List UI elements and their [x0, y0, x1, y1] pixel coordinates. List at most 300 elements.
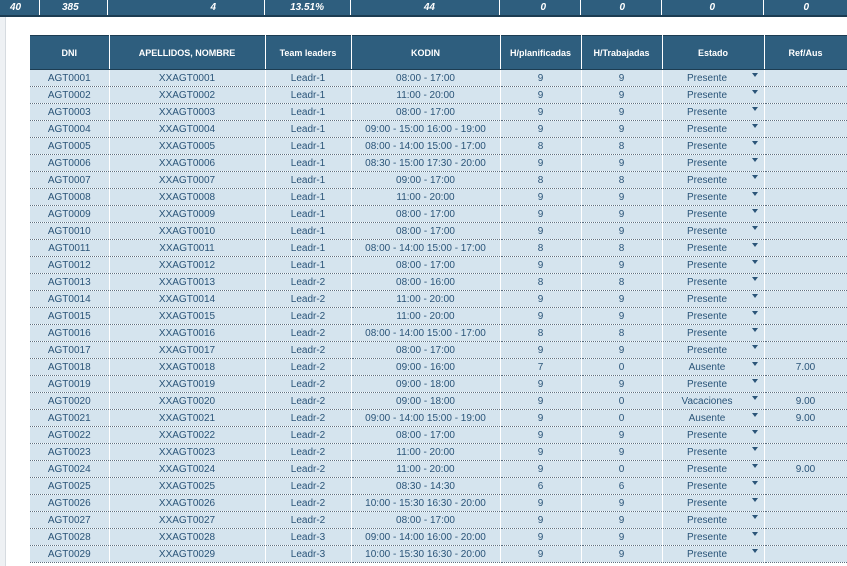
h-trabajadas-cell[interactable]: 9	[581, 223, 662, 240]
team-leader-cell[interactable]: Leadr-1	[265, 87, 351, 104]
team-leader-cell[interactable]: Leadr-2	[265, 478, 351, 495]
h-trabajadas-cell[interactable]: 9	[581, 512, 662, 529]
dni-cell[interactable]: AGT0005	[30, 138, 109, 155]
h-trabajadas-cell[interactable]: 8	[581, 172, 662, 189]
chevron-down-icon[interactable]	[752, 464, 758, 468]
h-planificadas-cell[interactable]: 9	[500, 393, 581, 410]
nombre-cell[interactable]: XXAGT0028	[109, 529, 265, 546]
chevron-down-icon[interactable]	[752, 549, 758, 553]
estado-dropdown[interactable]	[662, 410, 764, 427]
nombre-cell[interactable]: XXAGT0029	[109, 546, 265, 563]
h-trabajadas-cell[interactable]: 9	[581, 546, 662, 563]
team-leader-cell[interactable]: Leadr-1	[265, 189, 351, 206]
nombre-cell[interactable]: XXAGT0001	[109, 70, 265, 87]
h-trabajadas-cell[interactable]: 0	[581, 461, 662, 478]
ref-aus-cell[interactable]	[764, 546, 847, 563]
nombre-cell[interactable]: XXAGT0011	[109, 240, 265, 257]
h-trabajadas-cell[interactable]: 9	[581, 529, 662, 546]
team-leader-cell[interactable]: Leadr-1	[265, 257, 351, 274]
h-planificadas-cell[interactable]: 9	[500, 121, 581, 138]
dni-cell[interactable]: AGT0017	[30, 342, 109, 359]
team-leader-cell[interactable]: Leadr-1	[265, 240, 351, 257]
h-trabajadas-cell[interactable]: 9	[581, 257, 662, 274]
estado-dropdown[interactable]	[662, 274, 764, 291]
chevron-down-icon[interactable]	[752, 90, 758, 94]
estado-dropdown[interactable]	[662, 529, 764, 546]
h-trabajadas-cell[interactable]: 9	[581, 376, 662, 393]
nombre-cell[interactable]: XXAGT0020	[109, 393, 265, 410]
h-planificadas-cell[interactable]: 9	[500, 257, 581, 274]
column-header-kodin[interactable]: KODIN	[351, 36, 500, 70]
table-row	[30, 376, 847, 393]
ref-aus-cell[interactable]: 7.00	[764, 359, 847, 376]
kodin-cell[interactable]: 11:00 - 20:00	[351, 461, 500, 478]
ref-aus-cell[interactable]	[764, 376, 847, 393]
h-planificadas-cell[interactable]: 8	[500, 325, 581, 342]
ref-aus-cell[interactable]	[764, 444, 847, 461]
chevron-down-icon[interactable]	[752, 379, 758, 383]
estado-value: Presente	[686, 446, 728, 458]
h-planificadas-cell[interactable]: 9	[500, 461, 581, 478]
estado-value: Presente	[686, 480, 728, 492]
kodin-cell[interactable]: 11:00 - 20:00	[351, 189, 500, 206]
team-leader-cell[interactable]: Leadr-2	[265, 495, 351, 512]
nombre-cell[interactable]: XXAGT0021	[109, 410, 265, 427]
dni-cell[interactable]: AGT0027	[30, 512, 109, 529]
h-trabajadas-cell[interactable]: 9	[581, 155, 662, 172]
dni-cell[interactable]: AGT0007	[30, 172, 109, 189]
team-leader-cell[interactable]: Leadr-1	[265, 104, 351, 121]
kodin-cell[interactable]: 08:00 - 17:00	[351, 223, 500, 240]
table-row	[30, 189, 847, 206]
kodin-cell[interactable]: 09:00 - 15:00 16:00 - 19:00	[351, 121, 500, 138]
kodin-cell[interactable]: 08:30 - 14:30	[351, 478, 500, 495]
kodin-cell[interactable]: 09:00 - 18:00	[351, 376, 500, 393]
nombre-cell[interactable]: XXAGT0016	[109, 325, 265, 342]
estado-value: Presente	[686, 310, 728, 322]
estado-dropdown[interactable]	[662, 70, 764, 87]
team-leader-cell[interactable]: Leadr-3	[265, 529, 351, 546]
team-leader-cell[interactable]: Leadr-2	[265, 393, 351, 410]
estado-dropdown[interactable]	[662, 546, 764, 563]
table-row	[30, 87, 847, 104]
kodin-cell[interactable]: 11:00 - 20:00	[351, 87, 500, 104]
nombre-cell[interactable]: XXAGT0002	[109, 87, 265, 104]
h-trabajadas-cell[interactable]: 8	[581, 274, 662, 291]
estado-dropdown[interactable]	[662, 427, 764, 444]
kodin-cell[interactable]: 08:00 - 17:00	[351, 342, 500, 359]
team-leader-cell[interactable]: Leadr-2	[265, 444, 351, 461]
nombre-cell[interactable]: XXAGT0005	[109, 138, 265, 155]
h-planificadas-cell[interactable]: 7	[500, 359, 581, 376]
chevron-down-icon[interactable]	[752, 481, 758, 485]
chevron-down-icon[interactable]	[752, 311, 758, 315]
h-planificadas-cell[interactable]: 9	[500, 342, 581, 359]
dni-cell[interactable]: AGT0002	[30, 87, 109, 104]
dni-cell[interactable]: AGT0026	[30, 495, 109, 512]
dni-cell[interactable]: AGT0028	[30, 529, 109, 546]
team-leader-cell[interactable]: Leadr-2	[265, 410, 351, 427]
summary-cell[interactable]: 0	[803, 2, 809, 13]
table-row	[30, 478, 847, 495]
h-planificadas-cell[interactable]: 8	[500, 172, 581, 189]
table-row	[30, 308, 847, 325]
h-planificadas-cell[interactable]: 9	[500, 155, 581, 172]
estado-dropdown[interactable]	[662, 325, 764, 342]
h-trabajadas-cell[interactable]: 9	[581, 70, 662, 87]
chevron-down-icon[interactable]	[752, 413, 758, 417]
table-row	[30, 257, 847, 274]
h-trabajadas-cell[interactable]: 9	[581, 495, 662, 512]
estado-dropdown[interactable]	[662, 291, 764, 308]
kodin-cell[interactable]: 08:00 - 17:00	[351, 104, 500, 121]
h-planificadas-cell[interactable]: 9	[500, 70, 581, 87]
ref-aus-cell[interactable]	[764, 87, 847, 104]
h-trabajadas-cell[interactable]: 9	[581, 342, 662, 359]
h-planificadas-cell[interactable]: 9	[500, 223, 581, 240]
h-trabajadas-cell[interactable]: 0	[581, 410, 662, 427]
team-leader-cell[interactable]: Leadr-2	[265, 342, 351, 359]
dni-cell[interactable]: AGT0022	[30, 427, 109, 444]
estado-dropdown[interactable]	[662, 172, 764, 189]
estado-dropdown[interactable]	[662, 359, 764, 376]
column-header-h-trabajadas[interactable]: H/Trabajadas	[581, 36, 662, 70]
summary-cell[interactable]: 44	[351, 0, 500, 15]
nombre-cell[interactable]: XXAGT0003	[109, 104, 265, 121]
h-trabajadas-cell[interactable]: 8	[581, 240, 662, 257]
nombre-cell[interactable]: XXAGT0017	[109, 342, 265, 359]
kodin-cell[interactable]: 10:00 - 15:30 16:30 - 20:00	[351, 546, 500, 563]
h-trabajadas-cell[interactable]: 0	[581, 359, 662, 376]
ref-aus-cell[interactable]	[764, 291, 847, 308]
dni-cell[interactable]: AGT0013	[30, 274, 109, 291]
h-trabajadas-cell[interactable]: 9	[581, 444, 662, 461]
estado-dropdown[interactable]	[662, 189, 764, 206]
estado-value: Ausente	[688, 412, 726, 424]
estado-dropdown[interactable]	[662, 121, 764, 138]
h-trabajadas-cell[interactable]: 9	[581, 189, 662, 206]
nombre-cell[interactable]: XXAGT0004	[109, 121, 265, 138]
h-planificadas-cell[interactable]: 8	[500, 240, 581, 257]
kodin-cell[interactable]: 08:00 - 14:00 15:00 - 17:00	[351, 240, 500, 257]
estado-dropdown[interactable]	[662, 512, 764, 529]
ref-aus-cell[interactable]	[764, 206, 847, 223]
summary-cell[interactable]: 40	[0, 0, 40, 15]
ref-aus-cell[interactable]	[764, 223, 847, 240]
kodin-cell[interactable]: 10:00 - 15:30 16:30 - 20:00	[351, 495, 500, 512]
chevron-down-icon[interactable]	[752, 498, 758, 502]
ref-aus-cell[interactable]	[764, 104, 847, 121]
h-trabajadas-cell[interactable]: 9	[581, 87, 662, 104]
h-planificadas-cell[interactable]: 9	[500, 512, 581, 529]
h-planificadas-cell[interactable]: 9	[500, 189, 581, 206]
dni-cell[interactable]: AGT0010	[30, 223, 109, 240]
dni-cell[interactable]: AGT0029	[30, 546, 109, 563]
chevron-down-icon[interactable]	[752, 107, 758, 111]
estado-value: Presente	[686, 89, 728, 101]
ref-aus-cell[interactable]	[764, 478, 847, 495]
h-planificadas-cell[interactable]: 9	[500, 410, 581, 427]
dni-cell[interactable]: AGT0018	[30, 359, 109, 376]
ref-aus-cell[interactable]	[764, 121, 847, 138]
ref-aus-cell[interactable]	[764, 512, 847, 529]
chevron-down-icon[interactable]	[752, 447, 758, 451]
kodin-cell[interactable]: 11:00 - 20:00	[351, 308, 500, 325]
ref-aus-cell[interactable]	[764, 257, 847, 274]
chevron-down-icon[interactable]	[752, 192, 758, 196]
team-leader-cell[interactable]: Leadr-1	[265, 70, 351, 87]
chevron-down-icon[interactable]	[752, 141, 758, 145]
dni-cell[interactable]: AGT0001	[30, 70, 109, 87]
chevron-down-icon[interactable]	[752, 532, 758, 536]
ref-aus-cell[interactable]	[764, 529, 847, 546]
h-planificadas-cell[interactable]: 9	[500, 495, 581, 512]
ref-aus-cell[interactable]	[764, 240, 847, 257]
ref-aus-cell[interactable]: 9.00	[764, 410, 847, 427]
dni-cell[interactable]: AGT0016	[30, 325, 109, 342]
estado-dropdown[interactable]	[662, 104, 764, 121]
nombre-cell[interactable]: XXAGT0008	[109, 189, 265, 206]
kodin-cell[interactable]: 09:00 - 14:00 16:00 - 20:00	[351, 529, 500, 546]
estado-dropdown[interactable]	[662, 376, 764, 393]
chevron-down-icon[interactable]	[752, 430, 758, 434]
estado-dropdown[interactable]	[662, 206, 764, 223]
estado-value: Presente	[686, 259, 728, 271]
chevron-down-icon[interactable]	[752, 515, 758, 519]
team-leader-cell[interactable]: Leadr-2	[265, 376, 351, 393]
h-trabajadas-cell[interactable]: 0	[581, 393, 662, 410]
nombre-cell[interactable]: XXAGT0007	[109, 172, 265, 189]
team-leader-cell[interactable]: Leadr-2	[265, 291, 351, 308]
h-planificadas-cell[interactable]: 9	[500, 444, 581, 461]
kodin-cell[interactable]: 09:00 - 16:00	[351, 359, 500, 376]
column-header-nombre[interactable]: APELLIDOS, NOMBRE	[109, 36, 265, 70]
kodin-cell[interactable]: 09:00 - 14:00 15:00 - 19:00	[351, 410, 500, 427]
team-leader-cell[interactable]: Leadr-1	[265, 121, 351, 138]
ref-aus-cell[interactable]: 9.00	[764, 461, 847, 478]
h-trabajadas-cell[interactable]: 9	[581, 308, 662, 325]
nombre-cell[interactable]: XXAGT0018	[109, 359, 265, 376]
nombre-cell[interactable]: XXAGT0015	[109, 308, 265, 325]
h-planificadas-cell[interactable]: 9	[500, 376, 581, 393]
estado-dropdown[interactable]	[662, 223, 764, 240]
column-header-team-leaders[interactable]: Team leaders	[265, 36, 351, 70]
kodin-cell[interactable]: 08:00 - 14:00 15:00 - 17:00	[351, 325, 500, 342]
estado-dropdown[interactable]	[662, 495, 764, 512]
h-planificadas-cell[interactable]: 9	[500, 308, 581, 325]
chevron-down-icon[interactable]	[752, 226, 758, 230]
nombre-cell[interactable]: XXAGT0006	[109, 155, 265, 172]
estado-dropdown[interactable]	[662, 308, 764, 325]
kodin-cell[interactable]: 08:00 - 17:00	[351, 512, 500, 529]
table-row	[30, 274, 847, 291]
ref-aus-cell[interactable]	[764, 495, 847, 512]
team-leader-cell[interactable]: Leadr-1	[265, 223, 351, 240]
dni-cell[interactable]: AGT0021	[30, 410, 109, 427]
kodin-cell[interactable]: 08:00 - 17:00	[351, 257, 500, 274]
ref-aus-cell[interactable]	[764, 274, 847, 291]
kodin-cell[interactable]: 11:00 - 20:00	[351, 444, 500, 461]
dni-cell[interactable]: AGT0012	[30, 257, 109, 274]
estado-dropdown[interactable]	[662, 138, 764, 155]
team-leader-cell[interactable]: Leadr-2	[265, 359, 351, 376]
dni-cell[interactable]: AGT0020	[30, 393, 109, 410]
table-row	[30, 410, 847, 427]
team-leader-cell[interactable]: Leadr-1	[265, 138, 351, 155]
column-header-ref-aus[interactable]: Ref/Aus	[764, 36, 847, 70]
table-row	[30, 444, 847, 461]
kodin-cell[interactable]: 08:00 - 14:00 15:00 - 17:00	[351, 138, 500, 155]
kodin-cell[interactable]: 08:30 - 15:00 17:30 - 20:00	[351, 155, 500, 172]
h-planificadas-cell[interactable]: 9	[500, 546, 581, 563]
chevron-down-icon[interactable]	[752, 124, 758, 128]
dni-cell[interactable]: AGT0006	[30, 155, 109, 172]
estado-dropdown[interactable]	[662, 342, 764, 359]
team-leader-cell[interactable]: Leadr-2	[265, 308, 351, 325]
summary-cell[interactable]: 385	[40, 0, 108, 15]
h-trabajadas-cell[interactable]: 9	[581, 121, 662, 138]
h-planificadas-cell[interactable]: 9	[500, 529, 581, 546]
nombre-cell[interactable]: XXAGT0024	[109, 461, 265, 478]
dni-cell[interactable]: AGT0015	[30, 308, 109, 325]
estado-dropdown[interactable]	[662, 444, 764, 461]
nombre-cell[interactable]: XXAGT0022	[109, 427, 265, 444]
chevron-down-icon[interactable]	[752, 158, 758, 162]
team-leader-cell[interactable]: Leadr-1	[265, 206, 351, 223]
h-planificadas-cell[interactable]: 8	[500, 138, 581, 155]
chevron-down-icon[interactable]	[752, 328, 758, 332]
dni-cell[interactable]: AGT0003	[30, 104, 109, 121]
h-trabajadas-cell[interactable]: 8	[581, 138, 662, 155]
kodin-cell[interactable]: 08:00 - 17:00	[351, 206, 500, 223]
estado-dropdown[interactable]	[662, 155, 764, 172]
summary-cell[interactable]: 4	[108, 0, 265, 15]
nombre-cell[interactable]: XXAGT0014	[109, 291, 265, 308]
team-leader-cell[interactable]: Leadr-2	[265, 427, 351, 444]
nombre-cell[interactable]: XXAGT0019	[109, 376, 265, 393]
estado-dropdown[interactable]	[662, 87, 764, 104]
table-row	[30, 325, 847, 342]
h-planificadas-cell[interactable]: 9	[500, 104, 581, 121]
chevron-down-icon[interactable]	[752, 277, 758, 281]
summary-cell[interactable]: 13.51%	[265, 0, 351, 15]
nombre-cell[interactable]: XXAGT0025	[109, 478, 265, 495]
ref-aus-cell[interactable]	[764, 70, 847, 87]
summary-cell[interactable]: 0	[662, 0, 764, 15]
chevron-down-icon[interactable]	[752, 175, 758, 179]
h-planificadas-cell[interactable]: 9	[500, 427, 581, 444]
dni-cell[interactable]: AGT0023	[30, 444, 109, 461]
team-leader-cell[interactable]: Leadr-2	[265, 274, 351, 291]
h-trabajadas-cell[interactable]: 9	[581, 206, 662, 223]
dni-cell[interactable]: AGT0019	[30, 376, 109, 393]
table-row	[30, 546, 847, 563]
h-planificadas-cell[interactable]: 9	[500, 206, 581, 223]
dni-cell[interactable]: AGT0004	[30, 121, 109, 138]
kodin-cell[interactable]: 11:00 - 20:00	[351, 291, 500, 308]
ref-aus-cell[interactable]	[764, 172, 847, 189]
nombre-cell[interactable]: XXAGT0026	[109, 495, 265, 512]
row-gutter	[0, 17, 6, 566]
nombre-cell[interactable]: XXAGT0023	[109, 444, 265, 461]
dni-cell[interactable]: AGT0008	[30, 189, 109, 206]
nombre-cell[interactable]: XXAGT0010	[109, 223, 265, 240]
dni-cell[interactable]: AGT0009	[30, 206, 109, 223]
estado-dropdown[interactable]	[662, 257, 764, 274]
table-row	[30, 291, 847, 308]
ref-aus-cell[interactable]	[764, 189, 847, 206]
team-leader-cell[interactable]: Leadr-2	[265, 512, 351, 529]
ref-aus-cell[interactable]	[764, 325, 847, 342]
team-leader-cell[interactable]: Leadr-1	[265, 172, 351, 189]
chevron-down-icon[interactable]	[752, 345, 758, 349]
column-header-h-planificadas[interactable]: H/planificadas	[500, 36, 581, 70]
h-trabajadas-cell[interactable]: 9	[581, 291, 662, 308]
nombre-cell[interactable]: XXAGT0013	[109, 274, 265, 291]
kodin-cell[interactable]: 09:00 - 18:00	[351, 393, 500, 410]
kodin-cell[interactable]: 08:00 - 16:00	[351, 274, 500, 291]
dni-cell[interactable]: AGT0025	[30, 478, 109, 495]
chevron-down-icon[interactable]	[752, 362, 758, 366]
estado-dropdown[interactable]	[662, 240, 764, 257]
team-leader-cell[interactable]: Leadr-2	[265, 461, 351, 478]
ref-aus-cell[interactable]	[764, 427, 847, 444]
ref-aus-cell[interactable]	[764, 342, 847, 359]
summary-cell[interactable]: 0	[581, 0, 662, 15]
dni-cell[interactable]: AGT0024	[30, 461, 109, 478]
ref-aus-cell[interactable]	[764, 155, 847, 172]
estado-dropdown[interactable]	[662, 478, 764, 495]
dni-cell[interactable]: AGT0014	[30, 291, 109, 308]
estado-dropdown[interactable]	[662, 393, 764, 410]
estado-dropdown[interactable]	[662, 461, 764, 478]
chevron-down-icon[interactable]	[752, 260, 758, 264]
summary-cell[interactable]: 0	[500, 0, 581, 15]
team-leader-cell[interactable]: Leadr-1	[265, 155, 351, 172]
column-header-estado[interactable]: Estado	[662, 36, 764, 70]
chevron-down-icon[interactable]	[752, 209, 758, 213]
chevron-down-icon[interactable]	[752, 73, 758, 77]
team-leader-cell[interactable]: Leadr-2	[265, 325, 351, 342]
table-row	[30, 172, 847, 189]
h-trabajadas-cell[interactable]: 6	[581, 478, 662, 495]
nombre-cell[interactable]: XXAGT0027	[109, 512, 265, 529]
table-row	[30, 495, 847, 512]
kodin-cell[interactable]: 08:00 - 17:00	[351, 70, 500, 87]
chevron-down-icon[interactable]	[752, 396, 758, 400]
kodin-cell[interactable]: 09:00 - 17:00	[351, 172, 500, 189]
nombre-cell[interactable]: XXAGT0012	[109, 257, 265, 274]
h-trabajadas-cell[interactable]: 9	[581, 427, 662, 444]
table-row	[30, 70, 847, 87]
ref-aus-cell[interactable]	[764, 308, 847, 325]
h-trabajadas-cell[interactable]: 9	[581, 104, 662, 121]
kodin-cell[interactable]: 08:00 - 17:00	[351, 427, 500, 444]
chevron-down-icon[interactable]	[752, 243, 758, 247]
nombre-cell[interactable]: XXAGT0009	[109, 206, 265, 223]
dni-cell[interactable]: AGT0011	[30, 240, 109, 257]
h-planificadas-cell[interactable]: 9	[500, 87, 581, 104]
h-planificadas-cell[interactable]: 9	[500, 291, 581, 308]
h-planificadas-cell[interactable]: 8	[500, 274, 581, 291]
h-trabajadas-cell[interactable]: 8	[581, 325, 662, 342]
team-leader-cell[interactable]: Leadr-3	[265, 546, 351, 563]
ref-aus-cell[interactable]	[764, 138, 847, 155]
column-header-dni[interactable]: DNI	[30, 36, 109, 70]
h-planificadas-cell[interactable]: 6	[500, 478, 581, 495]
ref-aus-cell[interactable]: 9.00	[764, 393, 847, 410]
chevron-down-icon[interactable]	[752, 294, 758, 298]
